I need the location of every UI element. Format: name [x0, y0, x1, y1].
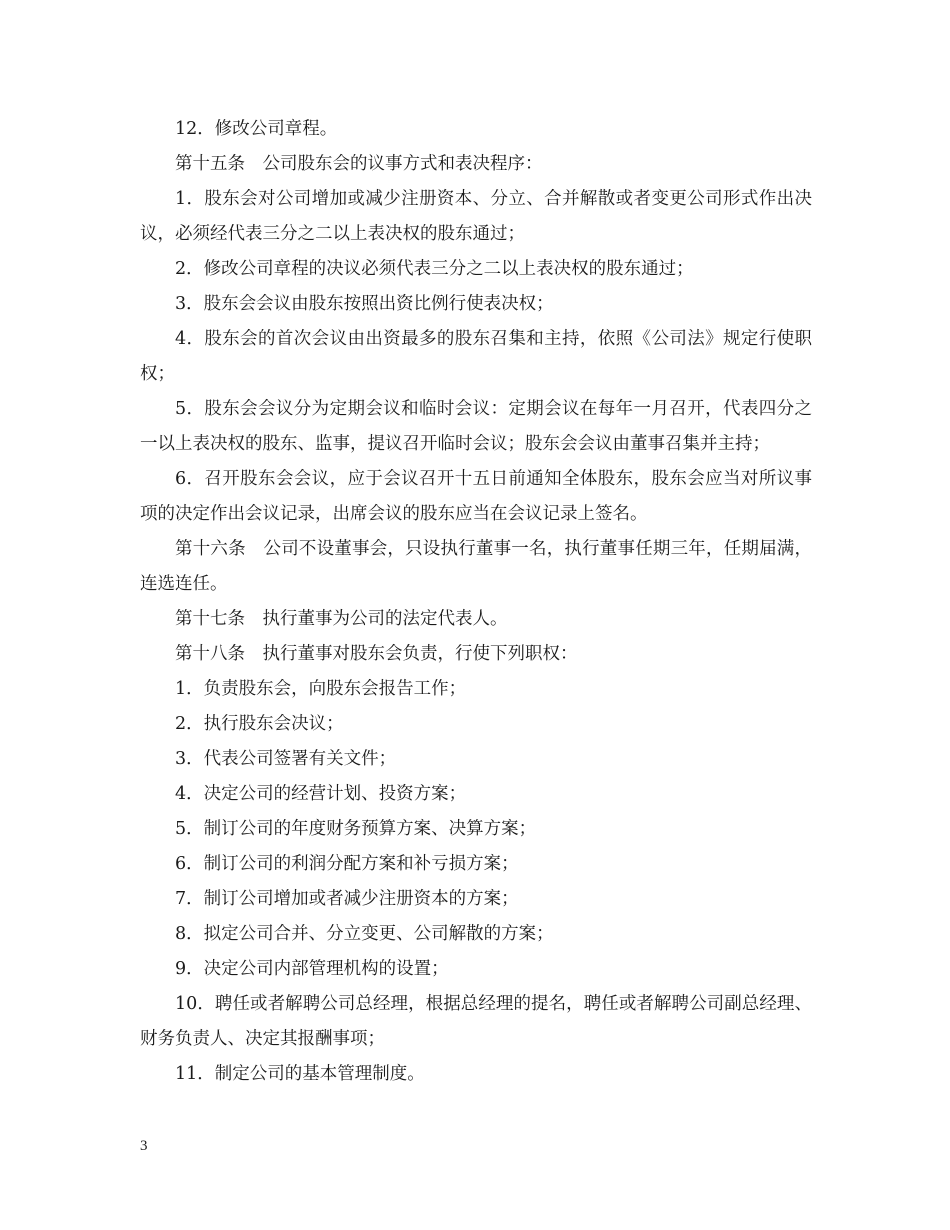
paragraph: 2．执行股东会决议；	[175, 714, 344, 734]
paragraph: 第十五条 公司股东会的议事方式和表决程序：	[175, 154, 543, 174]
paragraph: 7．制订公司增加或者减少注册资本的方案；	[175, 889, 519, 909]
paragraph: 1．负责股东会，向股东会报告工作；	[175, 679, 467, 699]
paragraph: 第十七条 执行董事为公司的法定代表人。	[175, 609, 508, 629]
paragraph: 6．召开股东会会议，应于会议召开十五日前通知全体股东，股东会应当对所议事项的决定作出会议记录，出席会议的股东应当在会议记录上签名。	[140, 469, 812, 524]
paragraph: 2．修改公司章程的决议必须代表三分之二以上表决权的股东通过；	[175, 259, 694, 279]
paragraph: 11．制定公司的基本管理制度。	[175, 1064, 425, 1084]
paragraph: 6．制订公司的利润分配方案和补亏损方案；	[175, 854, 519, 874]
paragraph: 3．股东会会议由股东按照出资比例行使表决权；	[175, 294, 554, 314]
page-number: 3	[140, 1138, 148, 1154]
paragraph: 5．股东会会议分为定期会议和临时会议：定期会议在每年一月召开，代表四分之一以上表决权的股东、监事，提议召开临时会议；股东会会议由董事召集并主持；	[140, 399, 812, 454]
paragraph: 1．股东会对公司增加或减少注册资本、分立、合并解散或者变更公司形式作出决议，必须经代表三分之二以上表决权的股东通过；	[140, 189, 812, 244]
paragraph: 4．股东会的首次会议由出资最多的股东召集和主持，依照《公司法》规定行使职权；	[140, 329, 812, 384]
paragraph: 9．决定公司内部管理机构的设置；	[175, 959, 449, 979]
body-text	[140, 112, 812, 1092]
paragraph: 3．代表公司签署有关文件；	[175, 749, 397, 769]
paragraph: 4．决定公司的经营计划、投资方案；	[175, 784, 467, 804]
paragraph: 5．制订公司的年度财务预算方案、决算方案；	[175, 819, 537, 839]
paragraph: 8．拟定公司合并、分立变更、公司解散的方案；	[175, 924, 554, 944]
paragraph: 第十六条 公司不设董事会，只设执行董事一名，执行董事任期三年，任期届满，连选连任。	[140, 539, 812, 594]
paragraph: 第十八条 执行董事对股东会负责，行使下列职权：	[175, 644, 578, 664]
paragraph: 12．修改公司章程。	[175, 119, 338, 139]
paragraph: 10．聘任或者解聘公司总经理，根据总经理的提名，聘任或者解聘公司副总经理、财务负责人、决定其报酬事项；	[140, 994, 812, 1049]
